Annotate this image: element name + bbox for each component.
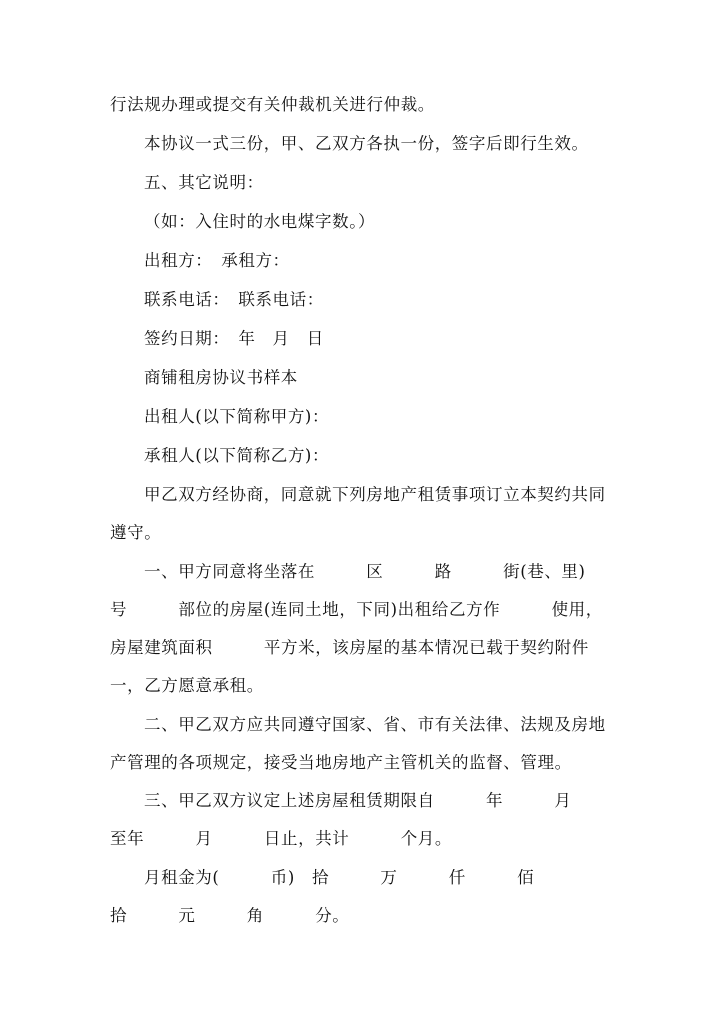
- paragraph-line: 二、甲乙双方应共同遵守国家、省、市有关法律、法规及房地: [144, 715, 606, 734]
- paragraph-line: 出租方： 承租方：: [144, 251, 290, 270]
- section-heading: 五、其它说明：: [144, 173, 264, 192]
- paragraph-line: 月租金为( 币) 拾 万 仟 佰: [144, 868, 535, 887]
- paragraph-line: 号 部位的房屋(连同土地，下同)出租给乙方作 使用，: [110, 600, 603, 619]
- paragraph-line: 签约日期： 年 月 日: [144, 329, 324, 348]
- paragraph-line: 三、甲乙双方议定上述房屋租赁期限自 年 月: [144, 791, 572, 810]
- paragraph-line: 房屋建筑面积 平方米，该房屋的基本情况已载于契约附件: [110, 638, 589, 657]
- paragraph-line: 甲乙双方经协商，同意就下列房地产租赁事项订立本契约共同: [144, 485, 606, 504]
- paragraph-line: 产管理的各项规定，接受当地房地产主管机关的监督、管理。: [110, 753, 572, 772]
- paragraph-line: 遵守。: [110, 523, 162, 542]
- paragraph-line: 一，乙方愿意承租。: [110, 676, 264, 695]
- document-title: 商铺租房协议书样本: [144, 368, 298, 387]
- paragraph-line: 本协议一式三份，甲、乙双方各执一份，签字后即行生效。: [144, 134, 589, 153]
- paragraph-line: 一、甲方同意将坐落在 区 路 街(巷、里): [144, 562, 586, 581]
- paragraph-line: 承租人(以下简称乙方)：: [144, 446, 330, 465]
- paragraph-line: （如：入住时的水电煤字数。）: [144, 212, 376, 231]
- paragraph-line: 至年 月 日止，共计 个月。: [110, 829, 452, 848]
- paragraph-line: 拾 元 角 分。: [110, 906, 350, 925]
- paragraph-line: 联系电话： 联系电话：: [144, 290, 324, 309]
- paragraph-line: 行法规办理或提交有关仲裁机关进行仲裁。: [110, 95, 435, 114]
- paragraph-line: 出租人(以下简称甲方)：: [144, 407, 330, 426]
